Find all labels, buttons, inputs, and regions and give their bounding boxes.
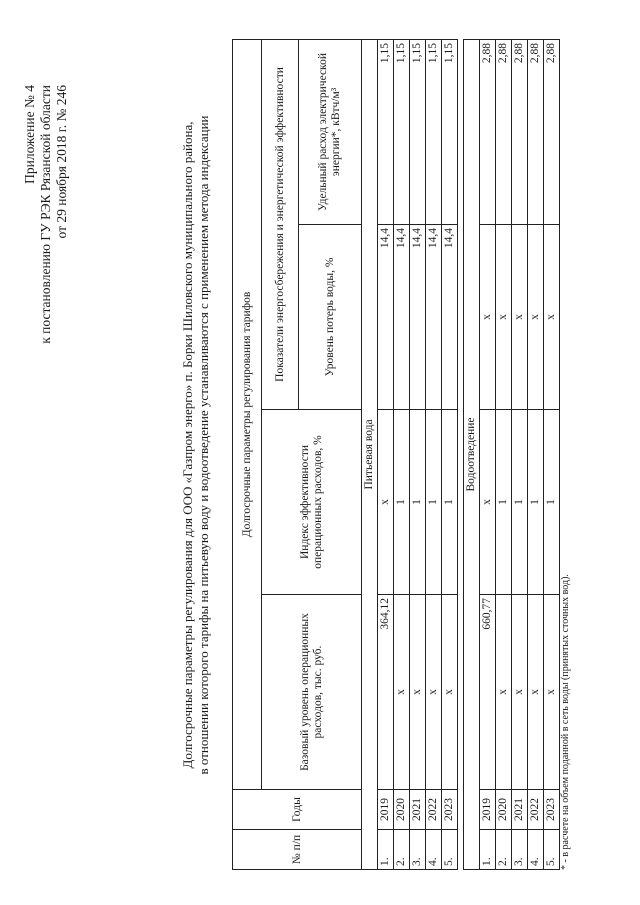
cell-specific-energy: 2,88 [544, 39, 560, 224]
cell-num: 1. [480, 830, 496, 870]
section-title-row [464, 39, 480, 869]
appendix-resolution: к постановлению ГУ РЭК Рязанской области [38, 85, 53, 344]
cell-year: 2023 [544, 790, 560, 830]
cell-efficiency: 1 [442, 410, 458, 595]
cell-year: 2019 [480, 790, 496, 830]
header-row-2 [262, 39, 299, 869]
cell-efficiency: 1 [496, 410, 512, 595]
cell-water-loss: х [544, 225, 560, 410]
document-title [180, 65, 212, 825]
header-base-opex: Базовый уровень операционных расходов, тыс. руб. [262, 595, 362, 790]
cell-water-loss: х [512, 225, 528, 410]
table-row [512, 39, 528, 869]
cell-efficiency: 1 [528, 410, 544, 595]
cell-water-loss: 14,4 [394, 225, 410, 410]
cell-year: 2022 [528, 790, 544, 830]
cell-specific-energy: 2,88 [480, 39, 496, 224]
cell-base-opex: х [442, 595, 458, 790]
cell-base-opex: х [512, 595, 528, 790]
table-row [442, 39, 458, 869]
section-title: Питьевая вода [362, 39, 378, 869]
section-drinking-water [362, 39, 458, 869]
section-title-row [362, 39, 378, 869]
cell-num: 2. [394, 830, 410, 870]
cell-water-loss: х [528, 225, 544, 410]
cell-efficiency: х [480, 410, 496, 595]
cell-year: 2020 [496, 790, 512, 830]
cell-water-loss: х [480, 225, 496, 410]
cell-base-opex: х [394, 595, 410, 790]
cell-base-opex: х [426, 595, 442, 790]
section-wastewater [458, 39, 560, 869]
table-row [544, 39, 560, 869]
section-title: Водоотведение [464, 39, 480, 869]
cell-specific-energy: 1,15 [394, 39, 410, 224]
table-row [378, 39, 394, 869]
cell-base-opex: 660,77 [480, 595, 496, 790]
header-row-1 [233, 39, 262, 869]
cell-num: 3. [410, 830, 426, 870]
cell-num: 3. [512, 830, 528, 870]
cell-efficiency: 1 [512, 410, 528, 595]
header-energy-indicators: Показатели энергосбережения и энергетической эффективности [262, 39, 299, 409]
cell-efficiency: 1 [410, 410, 426, 595]
appendix-header [22, 85, 70, 465]
cell-year: 2021 [512, 790, 528, 830]
cell-year: 2019 [378, 790, 394, 830]
cell-base-opex: х [544, 595, 560, 790]
title-line-1: Долгосрочные параметры регулирования для ООО «Газпром энерго» п. Борки Шиловского муниципального района, [180, 121, 195, 769]
cell-num: 5. [544, 830, 560, 870]
table-row [480, 39, 496, 869]
cell-base-opex: х [410, 595, 426, 790]
cell-water-loss: 14,4 [442, 225, 458, 410]
header-longterm: Долгосрочные параметры регулирования тарифов [233, 39, 262, 789]
table-row [426, 39, 442, 869]
appendix-date: от 29 ноября 2018 г. № 246 [54, 85, 69, 239]
header-num: № п/п [233, 830, 362, 870]
cell-base-opex: х [528, 595, 544, 790]
cell-specific-energy: 1,15 [378, 39, 394, 224]
cell-specific-energy: 2,88 [512, 39, 528, 224]
cell-year: 2021 [410, 790, 426, 830]
cell-specific-energy: 1,15 [442, 39, 458, 224]
footnote: * - в расчете на объем поданной в сеть воды (принятых сточных вод). [560, 574, 571, 870]
header-water-loss: Уровень потерь воды, % [299, 225, 362, 410]
header-years: Годы [233, 790, 362, 830]
table-row [528, 39, 544, 869]
table-row [410, 39, 426, 869]
cell-year: 2020 [394, 790, 410, 830]
appendix-number: Приложение № 4 [22, 85, 37, 184]
cell-num: 2. [496, 830, 512, 870]
cell-num: 4. [426, 830, 442, 870]
cell-base-opex: х [496, 595, 512, 790]
cell-num: 5. [442, 830, 458, 870]
cell-efficiency: 1 [394, 410, 410, 595]
header-specific-energy: Удельный расход электрической энергии*, кВтч/м³ [299, 39, 362, 224]
cell-base-opex: 364,12 [378, 595, 394, 790]
parameters-table [232, 39, 560, 870]
header-efficiency-index: Индекс эффективности операционных расходов, % [262, 410, 362, 595]
table-row [394, 39, 410, 869]
title-line-2: в отношении которого тарифы на питьевую воду и водоотведение устанавливаются с применением метода индексации [196, 115, 211, 775]
cell-efficiency: 1 [426, 410, 442, 595]
cell-efficiency: 1 [544, 410, 560, 595]
cell-num: 4. [528, 830, 544, 870]
cell-specific-energy: 1,15 [410, 39, 426, 224]
cell-specific-energy: 1,15 [426, 39, 442, 224]
table-row [496, 39, 512, 869]
cell-year: 2023 [442, 790, 458, 830]
cell-water-loss: 14,4 [410, 225, 426, 410]
cell-year: 2022 [426, 790, 442, 830]
cell-efficiency: х [378, 410, 394, 595]
cell-water-loss: х [496, 225, 512, 410]
cell-specific-energy: 2,88 [496, 39, 512, 224]
cell-num: 1. [378, 830, 394, 870]
cell-water-loss: 14,4 [378, 225, 394, 410]
cell-specific-energy: 2,88 [528, 39, 544, 224]
cell-water-loss: 14,4 [426, 225, 442, 410]
